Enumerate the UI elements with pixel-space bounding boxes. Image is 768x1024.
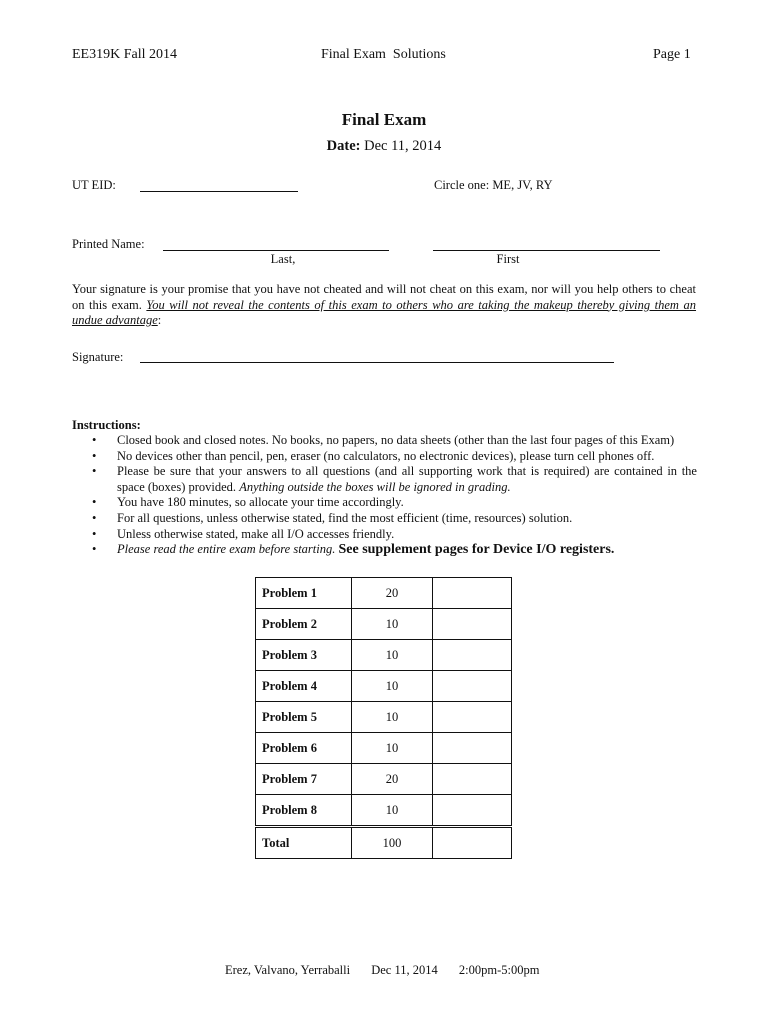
score-entry-cell[interactable] [433, 671, 512, 702]
problem-name: Problem 3 [256, 640, 352, 671]
score-total-row [256, 827, 512, 859]
problem-name: Problem 4 [256, 671, 352, 702]
header-document-title: Final Exam Solutions [321, 47, 446, 62]
problem-points: 20 [352, 764, 433, 795]
instruction-item: • No devices other than pencil, pen, eraser (no calculators, no electronic devices), please turn cell phones off. [92, 448, 655, 463]
ut-eid-line[interactable] [140, 191, 298, 192]
printed-name-label: Printed Name: [72, 237, 145, 251]
instruction-item: • For all questions, unless otherwise stated, find the most efficient (time, resources) solution. [92, 510, 573, 525]
instruction-item: • Please read the entire exam before starting. See supplement pages for Device I/O registers. [92, 542, 615, 558]
problem-name: Problem 6 [256, 733, 352, 764]
first-name-caption: First [496, 252, 520, 266]
score-row [256, 702, 512, 733]
problem-name: Problem 5 [256, 702, 352, 733]
exam-date [0, 138, 768, 155]
last-name-line[interactable] [163, 250, 389, 251]
problem-points: 10 [352, 733, 433, 764]
problem-points: 10 [352, 795, 433, 827]
score-row [256, 795, 512, 827]
honor-statement-emphasis: You will not reveal the contents of this exam to others who are taking the makeup thereby giving them an undue advantage [72, 297, 697, 328]
problem-points: 10 [352, 640, 433, 671]
header-course: EE319K Fall 2014 [72, 47, 177, 62]
problem-points: 10 [352, 671, 433, 702]
problem-name: Total [256, 827, 352, 859]
signature-label: Signature: [72, 350, 124, 364]
date-label: Date: [326, 138, 361, 154]
score-row [256, 671, 512, 702]
score-entry-cell[interactable] [433, 578, 512, 609]
problem-points: 20 [352, 578, 433, 609]
ut-eid-label: UT EID: [72, 178, 116, 192]
header-page-number: Page 1 [653, 47, 691, 62]
score-entry-cell[interactable] [433, 640, 512, 671]
exam-title: Final Exam [341, 110, 427, 129]
footer-authors: Erez, Valvano, Yerraballi [225, 963, 351, 977]
score-row [256, 578, 512, 609]
instruction-item: • Unless otherwise stated, make all I/O accesses friendly. [92, 526, 395, 541]
problem-points: 100 [352, 827, 433, 859]
footer-date: Dec 11, 2014 [371, 963, 438, 977]
circle-one-label: Circle one: ME, JV, RY [434, 178, 553, 192]
honor-statement-end: : [157, 313, 162, 328]
score-row [256, 764, 512, 795]
honor-statement-text: Your signature is your promise that you have not cheated and will not cheat on this exam, nor will you help others to cheat on this exam. [72, 282, 696, 312]
date-value: Dec 11, 2014 [360, 138, 442, 154]
score-table [255, 577, 512, 859]
score-entry-cell[interactable] [433, 764, 512, 795]
problem-name: Problem 2 [256, 609, 352, 640]
signature-line[interactable] [140, 362, 614, 363]
score-row [256, 640, 512, 671]
problem-name: Problem 8 [256, 795, 352, 827]
score-entry-cell[interactable] [433, 702, 512, 733]
problem-name: Problem 7 [256, 764, 352, 795]
score-row [256, 733, 512, 764]
score-entry-cell[interactable] [433, 609, 512, 640]
score-row [256, 609, 512, 640]
score-entry-cell[interactable] [433, 733, 512, 764]
score-entry-cell[interactable] [433, 795, 512, 827]
instructions-heading: Instructions: [72, 418, 141, 432]
score-entry-cell[interactable] [433, 827, 512, 859]
footer [225, 963, 539, 978]
footer-time: 2:00pm-5:00pm [458, 963, 540, 977]
problem-points: 10 [352, 609, 433, 640]
first-name-line[interactable] [433, 250, 660, 251]
instructions-list [72, 433, 697, 558]
problem-points: 10 [352, 702, 433, 733]
instruction-item: • Closed book and closed notes. No books, no papers, no data sheets (other than the last four pages of this Exam) [92, 433, 675, 447]
instruction-item: • Please be sure that your answers to all questions (and all supporting work that is required) are contained in the space (boxes) provided. Anything outside the boxes will be ignored in grading. [92, 464, 697, 494]
instruction-item: • You have 180 minutes, so allocate your time accordingly. [92, 495, 404, 510]
honor-statement [72, 282, 696, 329]
last-name-caption: Last, [270, 252, 296, 266]
problem-name: Problem 1 [256, 578, 352, 609]
